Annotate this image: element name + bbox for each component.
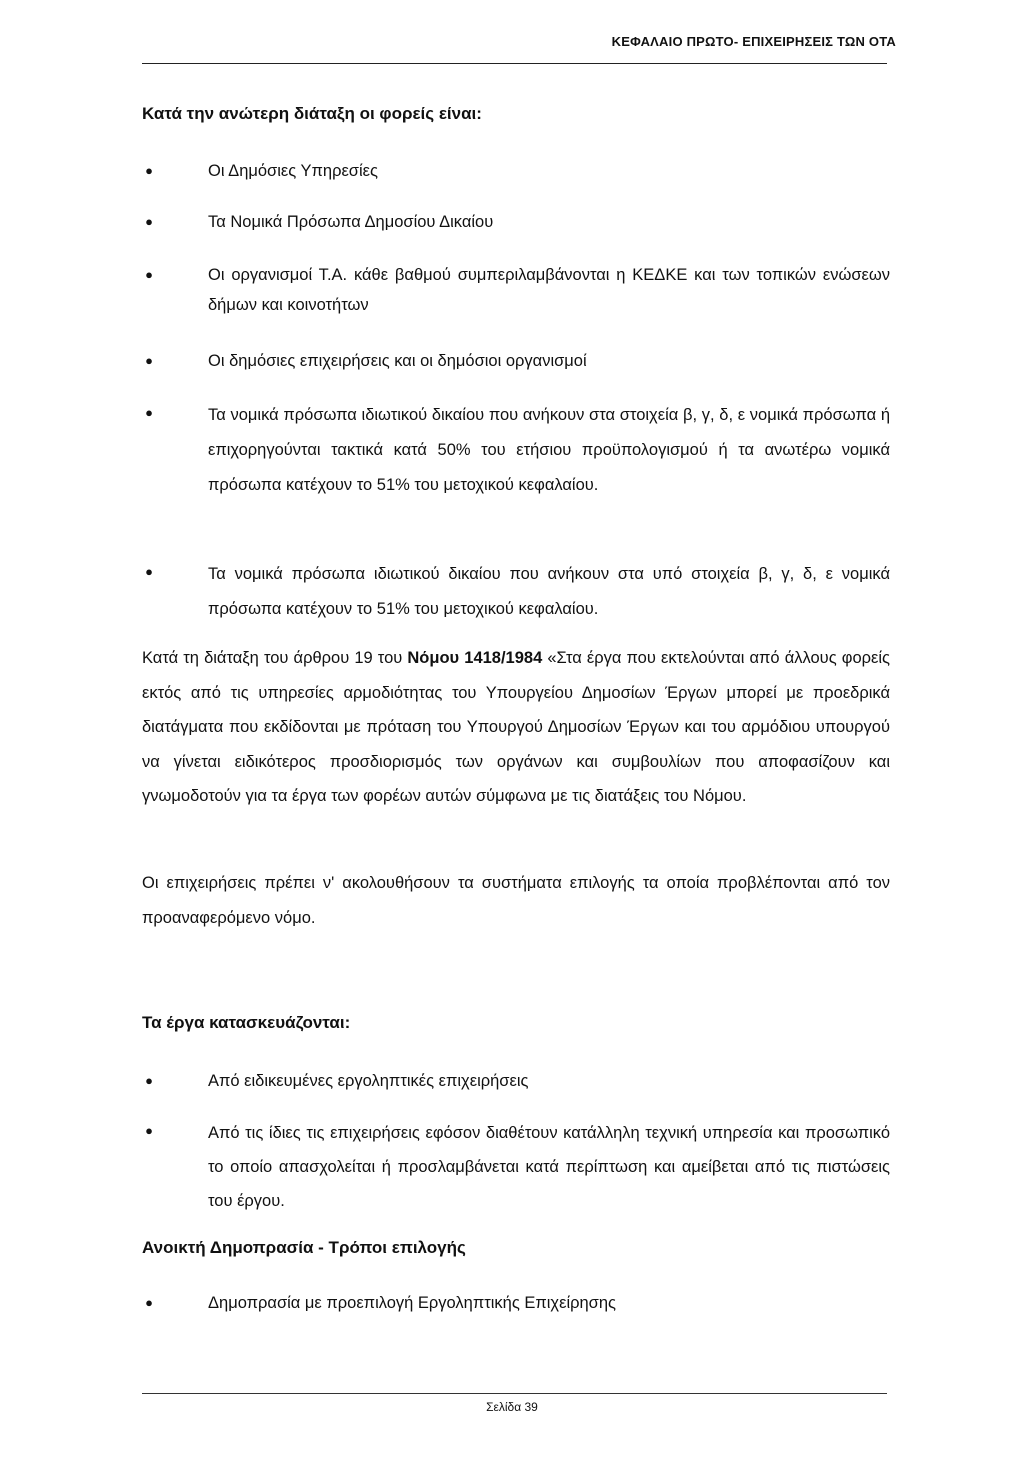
list-item: ● Δημοπρασία με προεπιλογή Εργοληπτικής Επιχείρησης — [142, 1288, 890, 1318]
list-item: ● Οι οργανισμοί Τ.Α. κάθε βαθμού συμπεριλαμβάνονται η ΚΕΔΚΕ και των τοπικών ενώσεων δήμων και κοινοτήτων — [142, 260, 890, 320]
section-heading-bodies: Κατά την ανώτερη διάταξη οι φορείς είναι: — [142, 104, 482, 123]
list-item: ● Τα νομικά πρόσωπα ιδιωτικού δικαίου που ανήκουν στα υπό στοιχεία β, γ, δ, ε νομικά πρόσωπα κατέχουν το 51% του μετοχικού κεφαλαίου. — [142, 557, 890, 627]
selection-paragraph: Οι επιχειρήσεις πρέπει ν' ακολουθήσουν τα συστήματα επιλογής τα οποία προβλέπονται από τον προαναφερόμενο νόμο. — [142, 874, 890, 927]
list-item: ● Τα Νομικά Πρόσωπα Δημοσίου Δικαίου — [142, 207, 890, 237]
section-heading-construction: Τα έργα κατασκευάζονται: — [142, 1013, 351, 1032]
bullet-icon: ● — [145, 1295, 153, 1310]
law-reference: Νόμου 1418/1984 — [407, 649, 543, 667]
bullet-icon: ● — [145, 405, 153, 420]
list-item: ● Από ειδικευμένες εργοληπτικές επιχειρήσεις — [142, 1066, 890, 1096]
section-heading-auction: Ανοικτή Δημοπρασία - Τρόποι επιλογής — [142, 1238, 466, 1257]
footer-divider — [142, 1393, 887, 1394]
list-item: ● Οι δημόσιες επιχειρήσεις και οι δημόσιοι οργανισμοί — [142, 346, 890, 376]
header-divider — [142, 63, 887, 64]
bullet-icon: ● — [145, 267, 153, 282]
list-item: ● Από τις ίδιες τις επιχειρήσεις εφόσον διαθέτουν κατάλληλη τεχνική υπηρεσία και προσωπικό το οποίο απασχολείται ή προσλαμβάνεται κατά περίπτωση και αμείβεται από τις πιστώσεις του έργου. — [142, 1116, 890, 1218]
law-paragraph: Κατά τη διάταξη του άρθρου 19 του Νόμου 1418/1984 «Στα έργα που εκτελούνται από άλλους φορείς εκτός από τις υπηρεσίες αρμοδιότητας του Υπουργείου Δημοσίων Έργων μπορεί με προεδρικά διατάγματα που εκδίδονται με πρόταση του Υπουργού Δημοσίων Έργων και του αρμόδιου υπουργού να γίνεται ειδικότερος προσδιορισμός των οργάνων και συμβουλίων που αποφασίζουν και γνωμοδοτούν για τα έργα των φορέων αυτών σύμφωνα με τις διατάξεις του Νόμου. — [142, 649, 890, 805]
list-item: ● Τα νομικά πρόσωπα ιδιωτικού δικαίου που ανήκουν στα στοιχεία β, γ, δ, ε νομικά πρόσωπα ή επιχορηγούνται τακτικά κατά 50% του ετήσιου προϋπολογισμού ή τα ανωτέρω νομικά πρόσωπα κατέχουν το 51% του μετοχικού κεφαλαίου. — [142, 398, 890, 503]
bullet-icon: ● — [145, 564, 153, 579]
bullet-icon: ● — [145, 163, 153, 178]
bullet-icon: ● — [145, 353, 153, 368]
chapter-header: ΚΕΦΑΛΑΙΟ ΠΡΩΤΟ- ΕΠΙΧΕΙΡΗΣΕΙΣ ΤΩΝ ΟΤΑ — [611, 34, 896, 49]
page-number: Σελίδα 39 — [486, 1400, 538, 1414]
bullet-icon: ● — [145, 1123, 153, 1138]
bullet-icon: ● — [145, 1073, 153, 1088]
bullet-icon: ● — [145, 214, 153, 229]
list-item: ● Οι Δημόσιες Υπηρεσίες — [142, 156, 890, 186]
